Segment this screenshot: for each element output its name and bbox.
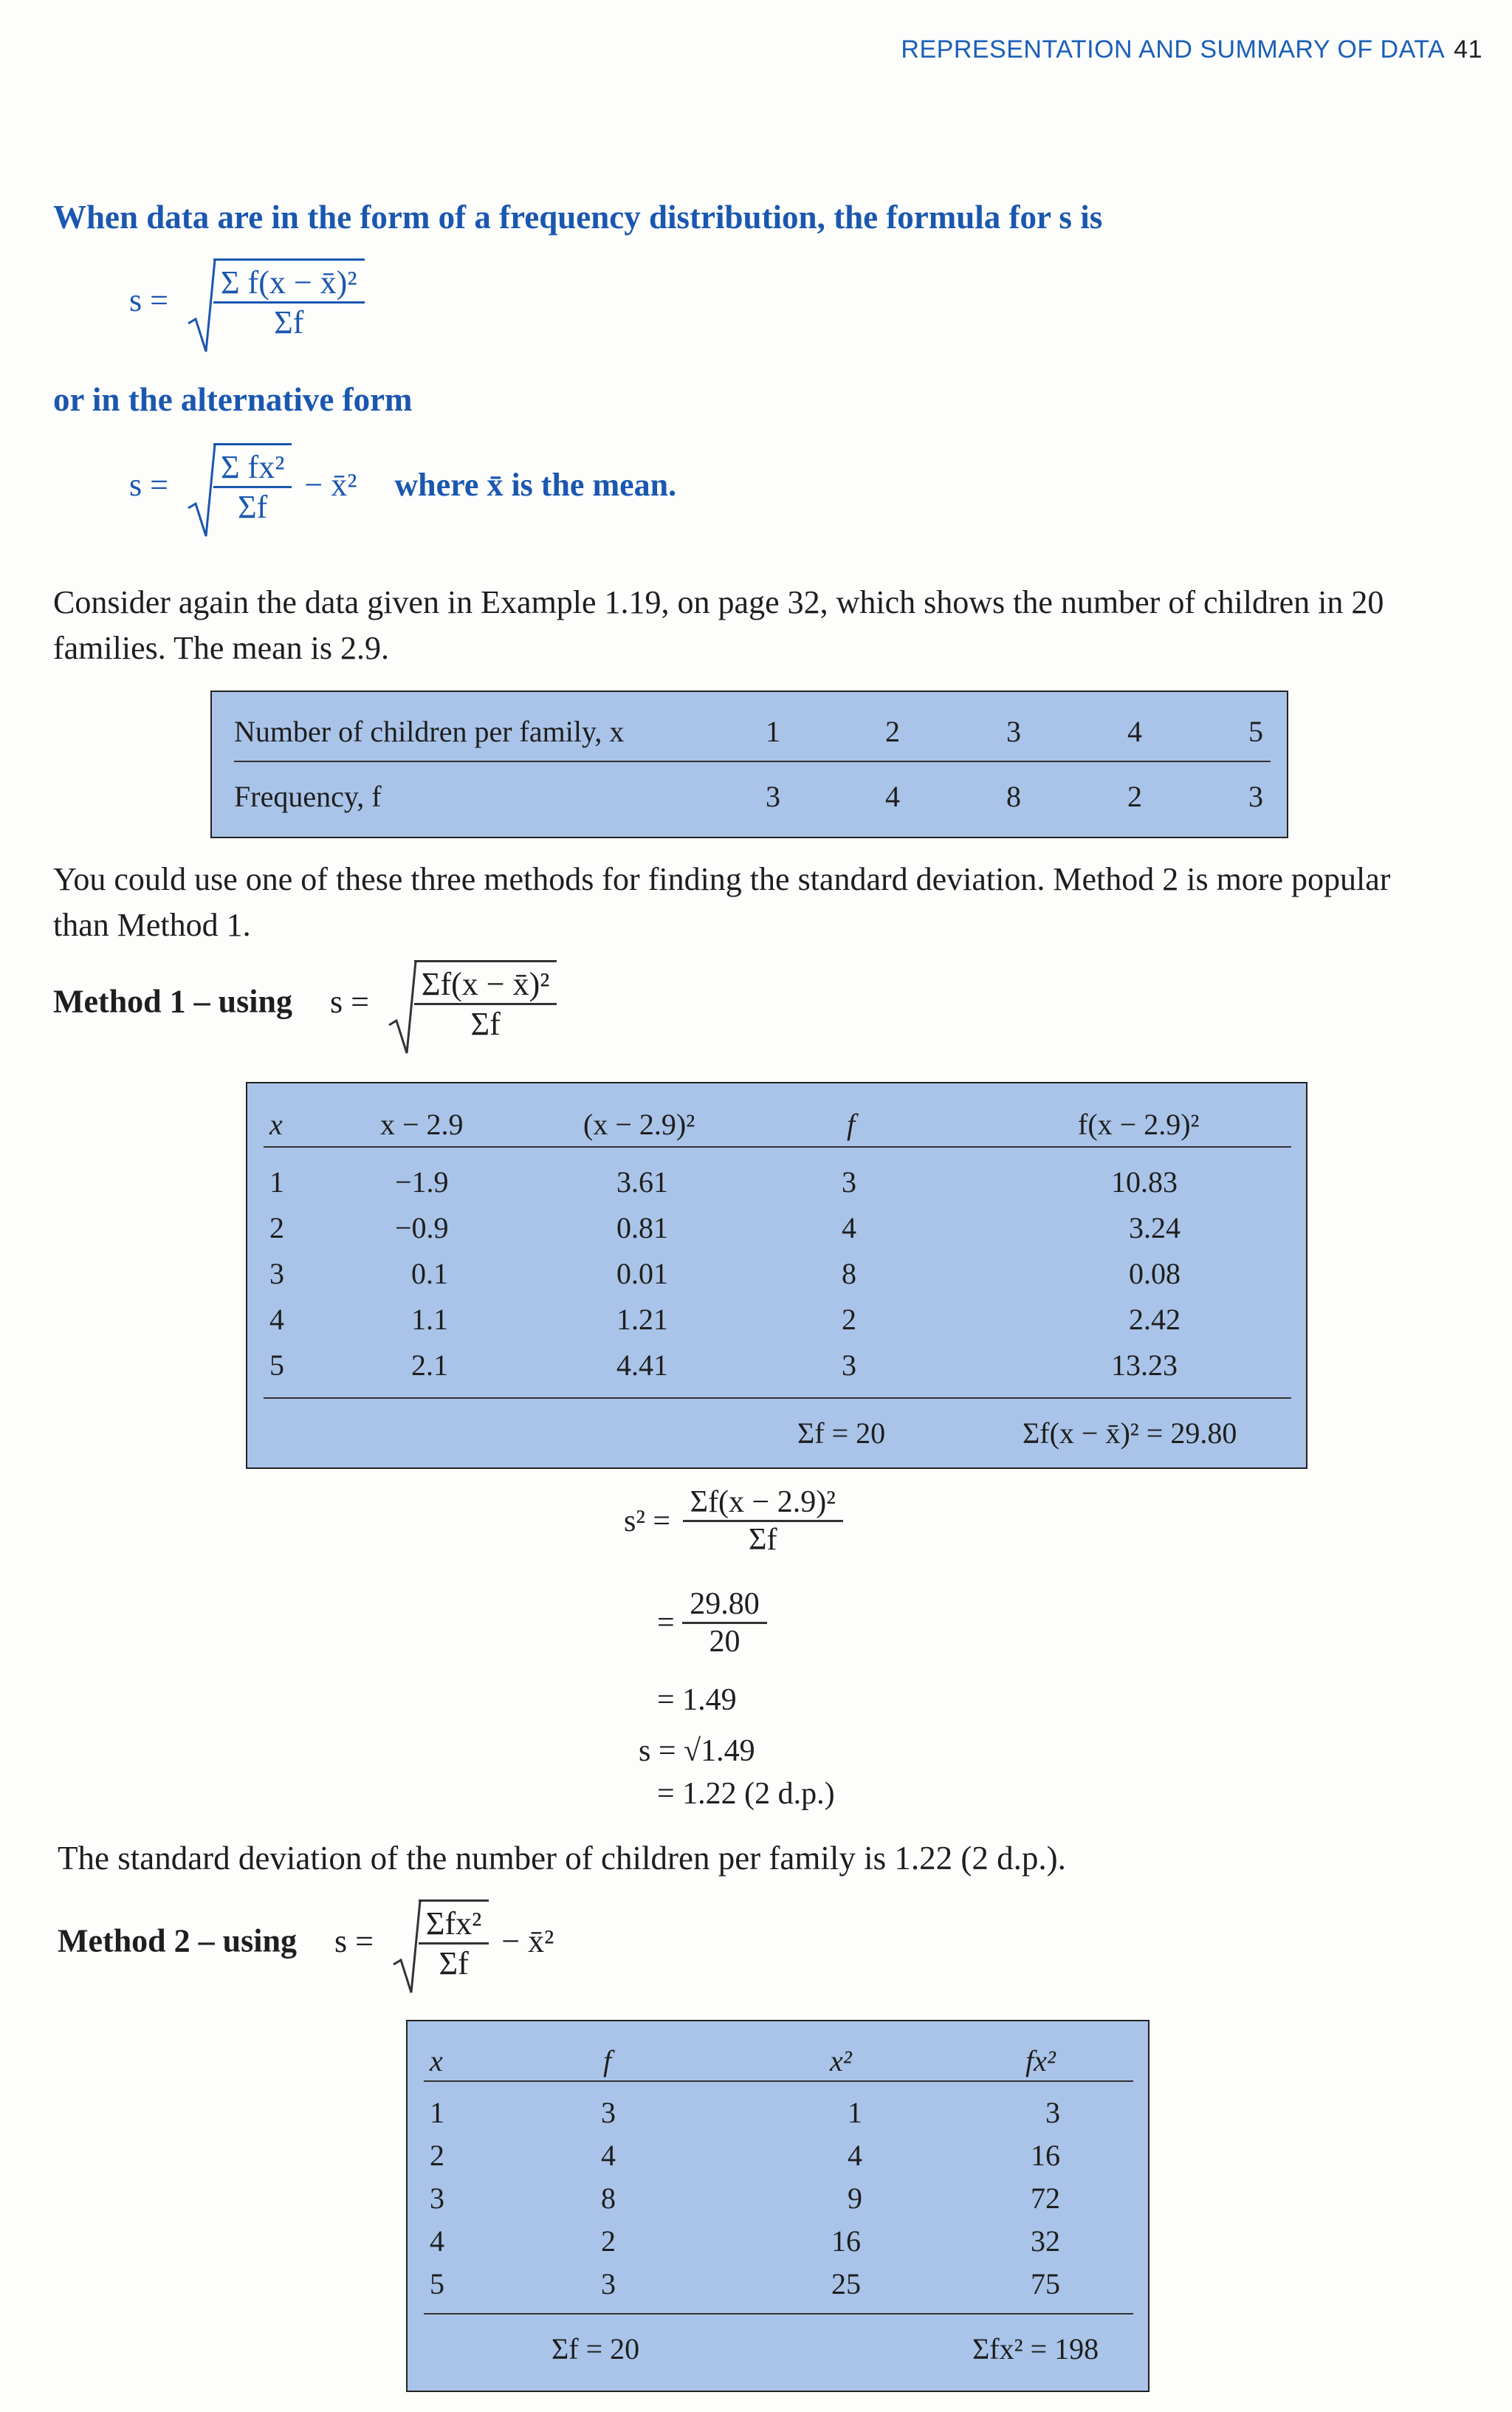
sqrt-icon (388, 960, 417, 1056)
method-1-num: Σf(x − x̄)² (414, 965, 557, 1005)
t1-header-x: x (269, 1108, 283, 1141)
freq-f-5: 3 (1248, 780, 1263, 813)
t1-r1-fdev: 10.83 (1111, 1165, 1178, 1199)
t1-sum-f: Σf = 20 (797, 1416, 886, 1450)
freq-label-f: Frequency, f (234, 780, 382, 813)
sqrt-icon (187, 443, 216, 539)
t2-header-f: f (603, 2044, 612, 2077)
t1-r4-fdev: 2.42 (1129, 1303, 1181, 1336)
t2-r4-x2: 16 (831, 2224, 861, 2258)
calc-line-1 (624, 1484, 843, 1558)
t1-r1-f: 3 (842, 1165, 856, 1199)
t1-header-dev-sq: (x − 2.9)² (583, 1108, 695, 1141)
formula-1 (129, 258, 365, 341)
method-1 (53, 960, 557, 1043)
t1-r4-dev: 1.1 (411, 1303, 448, 1336)
formula-1-den: Σf (274, 304, 304, 340)
t2-r4-fx2: 32 (1031, 2224, 1060, 2258)
method-2-lhs: s = (334, 1922, 374, 1959)
t1-r4-devsq: 1.21 (616, 1303, 668, 1336)
page-number: 41 (1454, 35, 1482, 64)
t1-r2-dev: −0.9 (395, 1211, 449, 1244)
t2-r5-f: 3 (601, 2267, 616, 2300)
t1-r2-devsq: 0.81 (616, 1211, 668, 1244)
freq-f-1: 3 (766, 780, 780, 813)
t1-sum-fdev: Σf(x − x̄)² = 29.80 (1023, 1416, 1237, 1450)
t1-r4-f: 2 (842, 1303, 856, 1336)
calc-den-1: Σf (749, 1523, 777, 1557)
paragraph-2: You could use one of these three methods for finding the standard deviation. Method 2 is more popular than Method 1. (53, 861, 1391, 943)
formula-2-num: Σ fx² (213, 448, 292, 488)
t1-r4-x: 4 (269, 1303, 284, 1336)
t2-r1-x: 1 (430, 2096, 444, 2129)
calc-num-1: Σf(x − 2.9)² (683, 1484, 843, 1522)
t1-r1-devsq: 3.61 (616, 1165, 668, 1199)
t2-r4-x: 4 (430, 2224, 444, 2258)
freq-f-2: 4 (885, 780, 900, 813)
freq-f-4: 2 (1127, 780, 1142, 813)
running-header (901, 35, 1482, 64)
method-1-lhs: s = (329, 983, 369, 1020)
t2-r3-x2: 9 (848, 2182, 862, 2215)
t2-r1-x2: 1 (848, 2096, 862, 2129)
t1-r2-fdev: 3.24 (1129, 1211, 1181, 1244)
t2-r2-x: 2 (430, 2139, 444, 2172)
t2-r3-f: 8 (601, 2182, 616, 2215)
sqrt-icon (187, 258, 216, 354)
calc-den-2: 20 (709, 1625, 740, 1659)
t2-sum-f: Σf = 20 (551, 2332, 640, 2365)
freq-x-2: 2 (885, 715, 900, 748)
t2-r3-fx2: 72 (1031, 2182, 1060, 2215)
calc-s2: s² = (624, 1504, 671, 1538)
formula-1-root (187, 258, 365, 341)
method-2-tail: − x̄² (501, 1922, 554, 1959)
freq-f-3: 8 (1006, 780, 1021, 813)
t1-r3-f: 8 (842, 1257, 856, 1290)
t2-r2-x2: 4 (848, 2139, 862, 2172)
t2-r1-fx2: 3 (1045, 2096, 1060, 2129)
t2-r1-f: 3 (601, 2096, 616, 2129)
t2-bottom-rule (424, 2313, 1133, 2315)
t1-r5-devsq: 4.41 (616, 1349, 668, 1382)
t1-bottom-rule (264, 1397, 1291, 1399)
t2-header-x2: x² (830, 2044, 852, 2077)
method-2-root (392, 1899, 554, 1982)
t1-r3-devsq: 0.01 (616, 1257, 668, 1290)
section-title: REPRESENTATION AND SUMMARY OF DATA (901, 35, 1446, 64)
method-2 (58, 1899, 554, 1982)
t1-r5-x: 5 (269, 1349, 284, 1382)
calc-line-4: s = √1.49 (639, 1734, 755, 1768)
formula-1-num: Σ f(x − x̄)² (213, 264, 365, 304)
method-2-den: Σf (439, 1945, 469, 1981)
formula-2 (129, 443, 676, 526)
t2-header-fx2: fx² (1025, 2044, 1056, 2077)
t1-r5-f: 3 (842, 1349, 856, 1382)
freq-rule (234, 761, 1271, 762)
method-1-table (246, 1082, 1307, 1469)
intro-text: When data are in the form of a frequency distribution, the formula for s is (53, 199, 1103, 236)
t1-r2-f: 4 (842, 1211, 856, 1244)
t2-r5-x: 5 (430, 2267, 444, 2300)
formula-2-note: where x̄ is the mean. (394, 466, 677, 503)
calc-line-2 (657, 1586, 767, 1659)
frequency-table (210, 691, 1288, 838)
t1-header-f: f (847, 1108, 856, 1141)
method-2-table (406, 2020, 1150, 2392)
formula-1-lhs: s = (129, 281, 168, 318)
freq-x-5: 5 (1248, 715, 1263, 748)
t2-r5-x2: 25 (831, 2267, 861, 2300)
method-2-num: Σfx² (419, 1905, 489, 1945)
formula-2-tail: − x̄² (304, 466, 357, 503)
formula-2-lhs: s = (129, 466, 168, 503)
t2-r2-fx2: 16 (1031, 2139, 1060, 2172)
paragraph-1: Consider again the data given in Example 1.19, on page 32, which shows the number of children in 20 families. The mean is 2.9. (53, 584, 1384, 666)
method-1-root (388, 960, 557, 1043)
freq-label-x: Number of children per family, x (234, 715, 625, 748)
t2-top-rule (424, 2080, 1133, 2082)
t1-r2-x: 2 (269, 1211, 284, 1244)
t1-r5-fdev: 13.23 (1111, 1349, 1178, 1382)
calc-num-2: 29.80 (682, 1586, 767, 1624)
calc-line-5: = 1.22 (2 d.p.) (657, 1777, 835, 1811)
method-2-label: Method 2 – using (58, 1922, 297, 1959)
formula-2-den: Σf (238, 489, 268, 525)
conclusion-text: The standard deviation of the number of children per family is 1.22 (2 d.p.). (58, 1840, 1066, 1877)
formula-2-root (187, 443, 357, 526)
t2-r3-x: 3 (430, 2182, 444, 2215)
t2-sum-fx2: Σfx² = 198 (972, 2332, 1099, 2365)
freq-x-4: 4 (1127, 715, 1142, 748)
method-1-den: Σf (470, 1006, 501, 1042)
freq-x-1: 1 (766, 715, 780, 748)
t2-r4-f: 2 (601, 2224, 616, 2258)
t1-r5-dev: 2.1 (411, 1349, 448, 1382)
calc-line-3: = 1.49 (657, 1683, 737, 1717)
t2-r5-fx2: 75 (1031, 2267, 1060, 2300)
t1-r1-dev: −1.9 (395, 1165, 449, 1199)
calc-eq: = (657, 1606, 675, 1640)
t1-header-fdev: f(x − 2.9)² (1078, 1108, 1200, 1141)
t2-header-x: x (430, 2044, 443, 2077)
alt-form-text: or in the alternative form (53, 381, 413, 418)
t1-header-dev: x − 2.9 (380, 1108, 464, 1141)
t1-r1-x: 1 (269, 1165, 284, 1199)
t1-r3-fdev: 0.08 (1129, 1257, 1181, 1290)
t1-r3-dev: 0.1 (411, 1257, 448, 1290)
t1-top-rule (264, 1146, 1291, 1148)
sqrt-icon (392, 1899, 422, 1995)
freq-x-3: 3 (1006, 715, 1021, 748)
t1-r3-x: 3 (269, 1257, 284, 1290)
t2-r2-f: 4 (601, 2139, 616, 2172)
method-1-label: Method 1 – using (53, 983, 292, 1020)
